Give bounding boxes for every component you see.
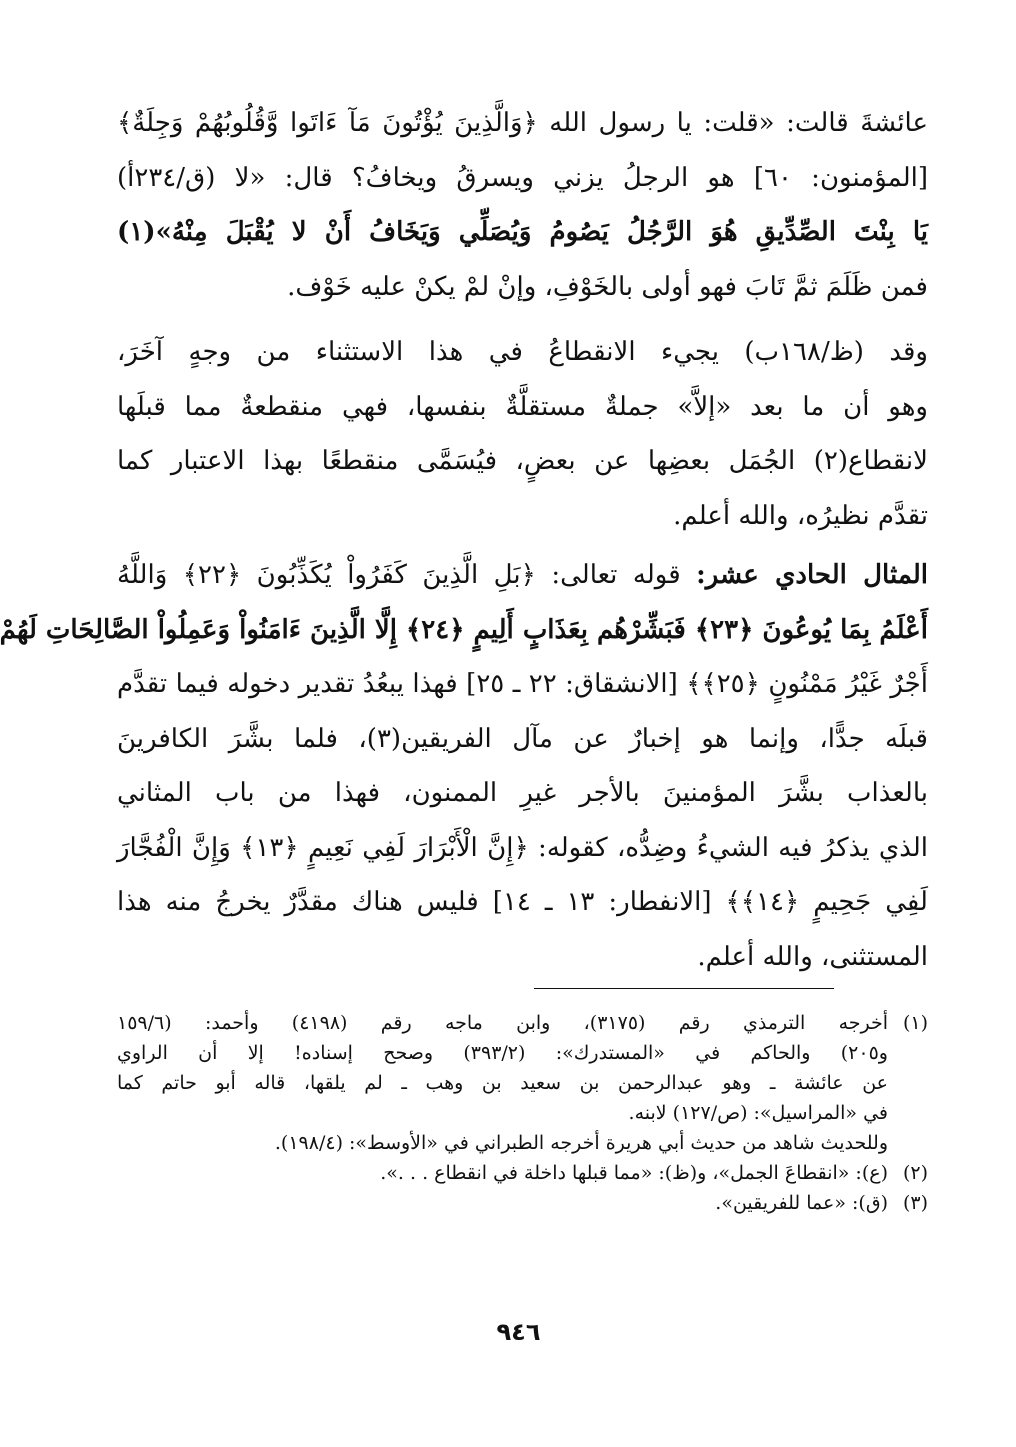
text-line: لَفِي جَحِيمٍ ﴿١٤﴾﴾ [الانفطار: ١٣ ـ ١٤] فليس هناك مقدَّرٌ يخرجُ منه هذا bbox=[117, 887, 928, 917]
text-line: الذي يذكرُ فيه الشيءُ وضِدُّه، كقوله: ﴿إِنَّ الْأَبْرَارَ لَفِي نَعِيمٍ ﴿١٣﴾ وَإِنَّ الْفُجَّارَ bbox=[117, 832, 928, 863]
section-heading: المثال الحادي عشر: bbox=[696, 560, 928, 590]
text-line: قبلَه جدًّا، وإنما هو إخبارٌ عن مآل الفريقين(٣)، فلما بشَّرَ الكافرينَ bbox=[117, 723, 928, 754]
text-line: بالعذاب بشَّرَ المؤمنينَ بالأجر غيرِ الممنون، فهذا من باب المثاني bbox=[117, 778, 928, 808]
text-line: المستثنى، والله أعلم. bbox=[697, 941, 928, 972]
text-line-hadith-bold: يَا بِنْتَ الصِّدِّيقِ هُوَ الرَّجُلُ يَصُومُ وَيُصَلِّي وَيَخَافُ أَنْ لا يُقْبَلَ مِنْهُ»(١) bbox=[117, 217, 928, 247]
page-number: ٩٤٦ bbox=[496, 1318, 541, 1346]
footnote-line: (ق): «عما للفريقين». bbox=[715, 1192, 888, 1214]
footnote-line: أخرجه الترمذي رقم (٣١٧٥)، وابن ماجه رقم (٤١٩٨) وأحمد: (١٥٩/٦ bbox=[117, 1012, 889, 1034]
footnote-1 bbox=[117, 1008, 928, 1158]
text-line: وهو أن ما بعد «إلاَّ» جملةٌ مستقلَّةٌ بنفسها، فهي منقطعةٌ مما قبلَها bbox=[117, 391, 928, 422]
text-line: [المؤمنون: ٦٠] هو الرجلُ يزني ويسرقُ ويخافُ؟ قال: «لا (ق/٢٣٤أ) bbox=[117, 162, 928, 193]
footnote-line: وللحديث شاهد من حديث أبي هريرة أخرجه الطبراني في «الأوسط»: (١٩٨/٤). bbox=[274, 1132, 888, 1154]
text-line-rest: قوله تعالى: ﴿بَلِ الَّذِينَ كَفَرُواْ يُكَذِّبُونَ ﴿٢٢﴾ وَاللَّهُ bbox=[117, 560, 697, 590]
footnote-line: و٢٠٥) والحاكم في «المستدرك»: (٣٩٣/٢) وصحح إسناده! إلا أن الراوي bbox=[117, 1042, 888, 1064]
footnote-number: (٢) bbox=[902, 1162, 928, 1184]
footnote-line: في «المراسيل»: (ص/١٢٧) لابنه. bbox=[628, 1102, 888, 1124]
text-line: فمن ظَلَمَ ثمَّ تَابَ فهو أولى بالخَوْفِ، وإنْ لمْ يكنْ عليه خَوْف. bbox=[287, 271, 928, 302]
text-line: عائشةَ قالت: «قلت: يا رسول الله ﴿وَالَّذِينَ يُؤْتُونَ مَآ ءَاتَوا وَّقُلُوبُهُمْ وَجِلَةٌ﴾ bbox=[117, 108, 928, 138]
footnotes bbox=[117, 1008, 928, 1218]
footnote-number: (٣) bbox=[902, 1192, 928, 1214]
text-line-quran: أَعْلَمُ بِمَا يُوعُونَ ﴿٢٣﴾ فَبَشِّرْهُم بِعَذَابٍ أَلِيمٍ ﴿٢٤﴾ إِلَّا الَّذِينَ ءَامَنُواْ وَعَمِلُواْ الصَّالِحَاتِ لَهُمْ bbox=[0, 614, 928, 645]
footnote-2 bbox=[117, 1158, 928, 1188]
text-line: وقد (ظ/١٦٨ب) يجيء الانقطاعُ في هذا الاستثناء من وجهٍ آخَرَ، bbox=[117, 337, 928, 367]
footnote-3 bbox=[117, 1188, 928, 1218]
text-line: لانقطاع(٢) الجُمَل بعضِها عن بعضٍ، فيُسَمَّى منقطعًا بهذا الاعتبار كما bbox=[117, 446, 928, 476]
footnote-number: (١) bbox=[902, 1012, 928, 1034]
footnote-line: (ع): «انقطاعَ الجمل»، و(ظ): «مما قبلها داخلة في انقطاع . . .». bbox=[380, 1162, 888, 1184]
footnote-line: عن عائشة ـ وهو عبدالرحمن بن سعيد بن وهب ـ لم يلقها، قاله أبو حاتم كما bbox=[117, 1072, 888, 1094]
text-line: أَجْرٌ غَيْرُ مَمْنُونٍ ﴿٢٥﴾﴾ [الانشقاق: ٢٢ ـ ٢٥] فهذا يبعُدُ تقدير دخوله فيما تقدَّم bbox=[117, 669, 928, 699]
text-line: تقدَّم نظيرُه، والله أعلم. bbox=[673, 500, 928, 531]
